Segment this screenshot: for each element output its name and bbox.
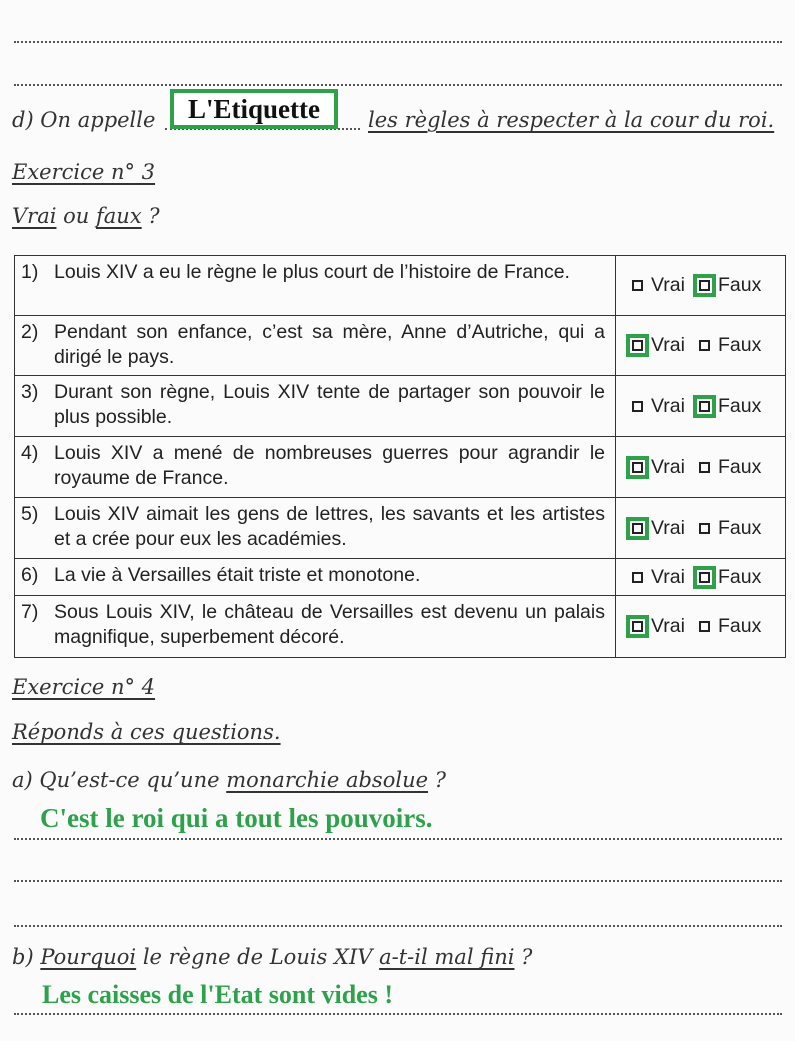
choice-cell (616, 316, 786, 376)
checkbox-vrai[interactable] (632, 621, 643, 632)
option-vrai[interactable] (632, 334, 685, 357)
statement (21, 563, 605, 588)
statement-row (15, 376, 786, 437)
option-faux[interactable] (699, 334, 761, 357)
choice-cell (616, 376, 786, 437)
checkbox-faux[interactable] (699, 523, 710, 534)
checkbox-vrai[interactable] (632, 340, 643, 351)
option-faux[interactable] (699, 615, 761, 638)
statement-row (15, 437, 786, 498)
checkbox-vrai[interactable] (632, 462, 643, 473)
option-faux-label: Faux (717, 274, 762, 296)
option-vrai[interactable] (632, 274, 685, 297)
writing-line (14, 41, 782, 43)
sentence-d-suffix: les règles à respecter à la cour du roi. (368, 108, 775, 132)
checkbox-vrai[interactable] (632, 572, 643, 583)
instruction-vrai: Vrai (12, 204, 57, 228)
statement-row (15, 498, 786, 559)
checkbox-vrai[interactable] (632, 523, 643, 534)
statement-number: 7) (21, 601, 39, 623)
option-faux[interactable] (699, 274, 761, 297)
statement-cell (15, 498, 616, 559)
statement (21, 320, 605, 370)
statement-text: Pendant son enfance, c’est sa mère, Anne d’Autriche, qui a dirigé le pays. (54, 321, 605, 368)
choice-cell (616, 498, 786, 559)
option-faux-label: Faux (717, 394, 762, 417)
option-vrai-label: Vrai (651, 274, 685, 296)
statement-cell (15, 376, 616, 437)
option-vrai[interactable] (632, 395, 685, 418)
instruction-qmark: ? (148, 204, 160, 228)
exercise3-instruction (12, 204, 160, 228)
question-b-label: b) (12, 945, 34, 969)
question-a-label: a) Qu’est-ce qu’une (12, 768, 220, 792)
question-a-end: ? (434, 768, 446, 792)
option-faux-label: Faux (717, 455, 762, 478)
instruction-ou: ou (63, 204, 90, 228)
checkbox-faux[interactable] (699, 340, 710, 351)
statement-text: Louis XIV aimait les gens de lettres, les savants et les artistes et a crée pour eux les académies. (54, 503, 605, 550)
statement-number: 5) (21, 503, 39, 525)
statement-cell (15, 437, 616, 498)
option-faux-label: Faux (717, 334, 762, 356)
option-vrai[interactable] (632, 566, 685, 589)
option-faux-label: Faux (717, 516, 762, 539)
question-b-mid: le règne de Louis XIV (142, 945, 373, 969)
option-faux[interactable] (699, 566, 761, 589)
writing-line (14, 880, 782, 882)
statement-text: Sous Louis XIV, le château de Versailles est devenu un palais magnifique, superbement décoré. (54, 601, 605, 648)
option-faux-label: Faux (717, 615, 762, 637)
checkbox-vrai[interactable] (632, 280, 643, 291)
statement-text: Louis XIV a eu le règne le plus court de l’histoire de France. (54, 261, 570, 283)
question-a-term: monarchie absolue (226, 768, 429, 792)
option-faux[interactable] (699, 395, 761, 418)
writing-line (14, 838, 782, 840)
sentence-d-prefix: d) On appelle (12, 108, 156, 132)
statement-cell (15, 559, 616, 596)
checkbox-faux[interactable] (699, 401, 710, 412)
choice-cell (616, 437, 786, 498)
question-a (12, 768, 446, 792)
checkbox-faux[interactable] (699, 621, 710, 632)
statement-text: Durant son règne, Louis XIV tente de partager son pouvoir le plus possible. (54, 381, 605, 428)
statement (21, 260, 605, 285)
option-vrai-label: Vrai (651, 455, 685, 478)
option-vrai[interactable] (632, 615, 685, 638)
exercise4-instruction: Réponds à ces questions. (12, 720, 281, 744)
statement-cell (15, 316, 616, 376)
choice-cell (616, 596, 786, 658)
option-faux[interactable] (699, 517, 761, 540)
option-vrai-label: Vrai (651, 615, 685, 637)
statement-row (15, 316, 786, 376)
option-vrai-label: Vrai (651, 516, 685, 539)
statement-row (15, 559, 786, 596)
option-faux[interactable] (699, 456, 761, 479)
question-b-w2: a-t-il mal fini (379, 945, 515, 969)
statement-text: Louis XIV a mené de nombreuses guerres pour agrandir le royaume de France. (54, 442, 605, 489)
checkbox-vrai[interactable] (632, 401, 643, 412)
statement-number: 1) (21, 261, 39, 283)
writing-line (14, 925, 782, 927)
statement-cell (15, 256, 616, 316)
exercise3-title: Exercice n° 3 (12, 160, 156, 184)
exercise4-title: Exercice n° 4 (12, 675, 156, 699)
checkbox-faux[interactable] (699, 572, 710, 583)
choice-cell (616, 256, 786, 316)
answer-a: C'est le roi qui a tout les pouvoirs. (40, 803, 433, 833)
statement (21, 600, 605, 650)
statement-number: 6) (21, 564, 39, 586)
statement (21, 502, 605, 552)
question-b-end: ? (521, 945, 533, 969)
true-false-table (14, 255, 786, 658)
statement-cell (15, 596, 616, 658)
statement-row (15, 256, 786, 316)
answer-b: Les caisses de l'Etat sont vides ! (42, 980, 393, 1009)
checkbox-faux[interactable] (699, 462, 710, 473)
option-vrai-label: Vrai (651, 394, 685, 417)
checkbox-faux[interactable] (699, 280, 710, 291)
option-vrai[interactable] (632, 456, 685, 479)
writing-line (14, 1013, 782, 1015)
instruction-faux: faux (96, 204, 142, 228)
statement (21, 380, 605, 430)
option-vrai-label: Vrai (651, 565, 685, 588)
option-vrai[interactable] (632, 517, 685, 540)
statement (21, 441, 605, 491)
statement-row (15, 596, 786, 658)
statement-number: 4) (21, 442, 39, 464)
writing-line (14, 84, 782, 86)
statement-text: La vie à Versailles était triste et monotone. (54, 564, 421, 586)
option-faux-label: Faux (717, 565, 762, 588)
answer-etiquette: L'Etiquette (170, 89, 338, 129)
statement-number: 3) (21, 381, 39, 403)
statement-number: 2) (21, 321, 39, 343)
choice-cell (616, 559, 786, 596)
question-b (12, 945, 532, 969)
option-vrai-label: Vrai (651, 334, 685, 356)
question-b-w1: Pourquoi (40, 945, 137, 969)
